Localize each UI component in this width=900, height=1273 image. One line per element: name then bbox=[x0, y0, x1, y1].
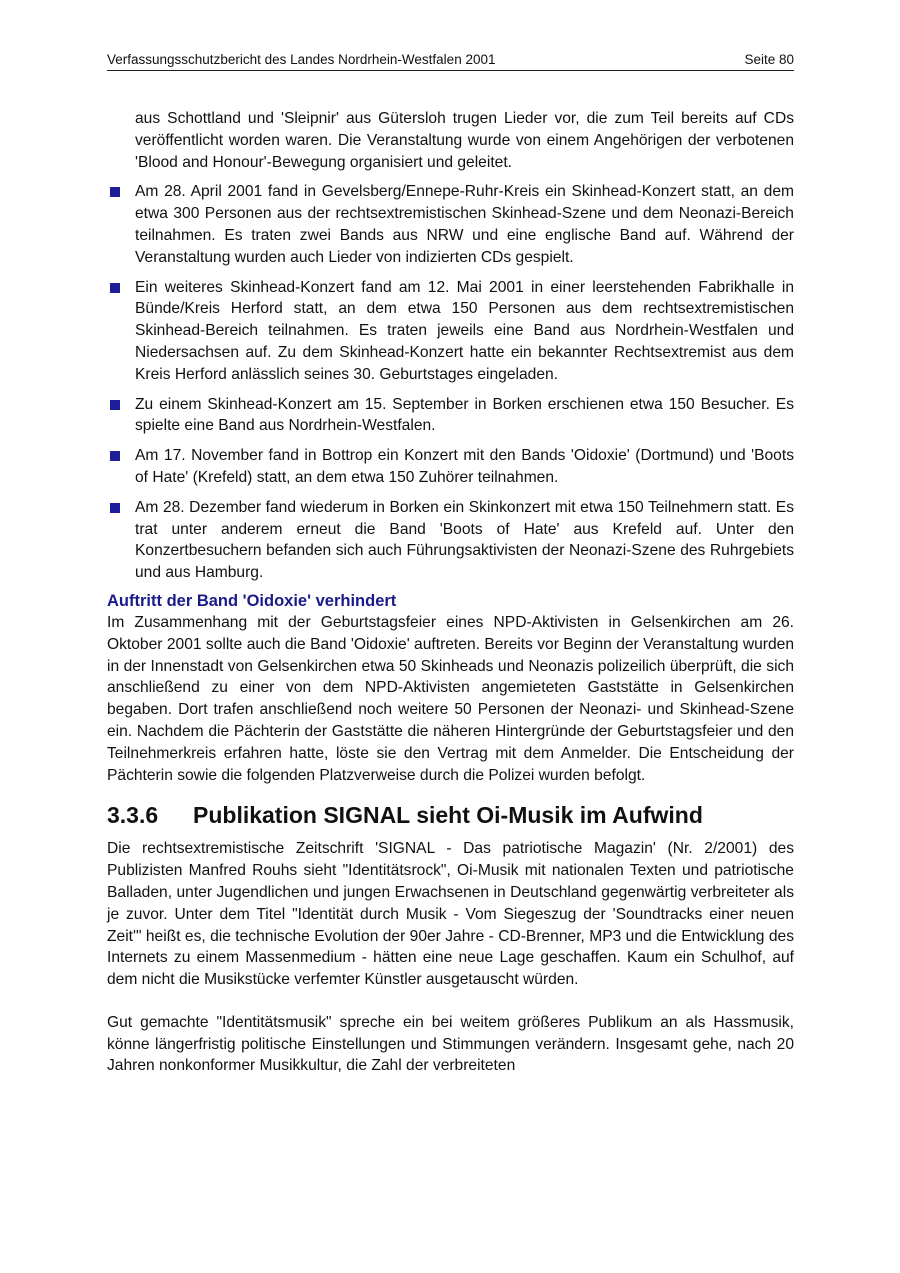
subheading-paragraph: Im Zusammenhang mit der Geburtstagsfeier eines NPD-Aktivisten in Gelsenkirchen am 26. Oktober 2001 sollte auch die Band 'Oidoxie' auftreten. Bereits vor Beginn der Veranstaltung wurden in der Innenstadt von Gelsenkirchen etwa 50 Skinheads und Neonazis polizeilich überprüft, die sich anschließend zu einer von dem NPD-Aktivisten angemieteten Gaststätte in Gelsenkirchen begaben. Dort trafen anschließend noch weitere 50 Personen der Neonazi- und Skinhead-Szene ein. Nachdem die Pächterin der Gaststätte die näheren Hintergründe der Geburtstagsfeier und den Teilnehmerkreis erfahren hatte, löste sie den Vertrag mit dem Anmelder. Die Entscheidung der Pächterin sowie die folgenden Platzverweise durch die Polizei wurden befolgt. bbox=[107, 613, 794, 784]
section-heading bbox=[107, 800, 794, 830]
intro-continuation: aus Schottland und 'Sleipnir' aus Gütersloh trugen Lieder vor, die zum Teil bereits auf CDs veröffentlicht worden waren. Die Veranstaltung wurde von einem Angehörigen der verbotenen 'Blood and Honour'-Bewegung organisiert und geleitet. bbox=[135, 110, 794, 171]
header-title: Verfassungsschutzbericht des Landes Nordrhein-Westfalen 2001 bbox=[107, 52, 496, 67]
page-number: Seite 80 bbox=[744, 52, 794, 67]
list-item-text: Am 28. April 2001 fand in Gevelsberg/Ennepe-Ruhr-Kreis ein Skinhead-Konzert statt, an dem etwa 300 Personen aus der rechtsextremistischen Skinhead-Szene und dem Neonazi-Bereich teilnahmen. Es traten zwei Bands aus NRW und eine englische Band auf. Während der Veranstaltung wurden auch Lieder von indizierten CDs gespielt. bbox=[135, 183, 794, 266]
list-item-text: Am 17. November fand in Bottrop ein Konzert mit den Bands 'Oidoxie' (Dortmund) und 'Boots of Hate' (Krefeld) statt, an dem etwa 150 Zuhörer teilnahmen. bbox=[135, 447, 794, 486]
list-item-text: Ein weiteres Skinhead-Konzert fand am 12. Mai 2001 in einer leerstehenden Fabrikhalle in Bünde/Kreis Herford statt, an dem etwa 150 Personen aus dem rechtsextremistischen Skinhead-Bereich teilnahmen. Es traten jeweils eine Band aus Nordrhein-Westfalen und Niedersachsen auf. Zu dem Skinhead-Konzert hatte ein bekannter Rechtsextremist aus dem Kreis Herford anlässlich seines 30. Geburtstages eingeladen. bbox=[135, 278, 794, 383]
list-item bbox=[107, 445, 794, 489]
page-header bbox=[107, 52, 794, 71]
section-paragraph: Die rechtsextremistische Zeitschrift 'SIGNAL - Das patriotische Magazin' (Nr. 2/2001) des Publizisten Manfred Rouhs sieht "Identitätsrock", Oi-Musik mit nationalen Texten und patriotische Balladen, unter Jugendlichen und jungen Erwachsenen in Deutschland gegenwärtig verbreiteter als je zuvor. Unter dem Titel "Identität durch Musik - Vom Siegeszug der 'Soundtracks einer neuen Zeit'" heißt es, die technische Evolution der 90er Jahre - CD-Brenner, MP3 und die Entwicklung des Internets zu einem Massenmedium - hätten eine neue Lage geschaffen. Kaum ein Schulhof, auf dem nicht die Musikstücke verfemter Künstler ausgetauscht würden. bbox=[107, 840, 794, 989]
section-title: Publikation SIGNAL sieht Oi-Musik im Aufwind bbox=[193, 802, 703, 829]
bullet-square-icon bbox=[110, 503, 120, 513]
list-item-text: Am 28. Dezember fand wiederum in Borken ein Skinkonzert mit etwa 150 Teilnehmern statt. Es trat unter anderem erneut die Band 'Boots of Hate' aus Krefeld auf. Unter den Konzertbesuchern befanden sich auch Führungsaktivisten der Neonazi-Szene des Ruhrgebiets und aus Hamburg. bbox=[135, 498, 794, 582]
concert-list bbox=[107, 181, 794, 584]
list-item bbox=[107, 181, 794, 268]
bullet-square-icon bbox=[110, 283, 120, 293]
subheading: Auftritt der Band 'Oidoxie' verhindert bbox=[107, 591, 397, 610]
bullet-square-icon bbox=[110, 400, 120, 410]
page-content bbox=[107, 108, 794, 1077]
bullet-square-icon bbox=[110, 187, 120, 197]
bullet-square-icon bbox=[110, 451, 120, 461]
section-number: 3.3.6 bbox=[107, 802, 159, 829]
section-paragraph: Gut gemachte "Identitätsmusik" spreche ein bei weitem größeres Publikum an als Hassmusik, könne längerfristig politische Einstellungen und Stimmungen verändern. Insgesamt gehe, nach 20 Jahren nonkonformer Musikkultur, die Zahl der verbreiteten bbox=[107, 1013, 794, 1075]
list-item bbox=[107, 497, 794, 584]
list-item bbox=[107, 394, 794, 438]
paragraph-spacer bbox=[107, 991, 794, 1012]
list-item bbox=[107, 277, 794, 386]
list-item-text: Zu einem Skinhead-Konzert am 15. September in Borken erschienen etwa 150 Besucher. Es spielte eine Band aus Nordrhein-Westfalen. bbox=[135, 395, 794, 435]
